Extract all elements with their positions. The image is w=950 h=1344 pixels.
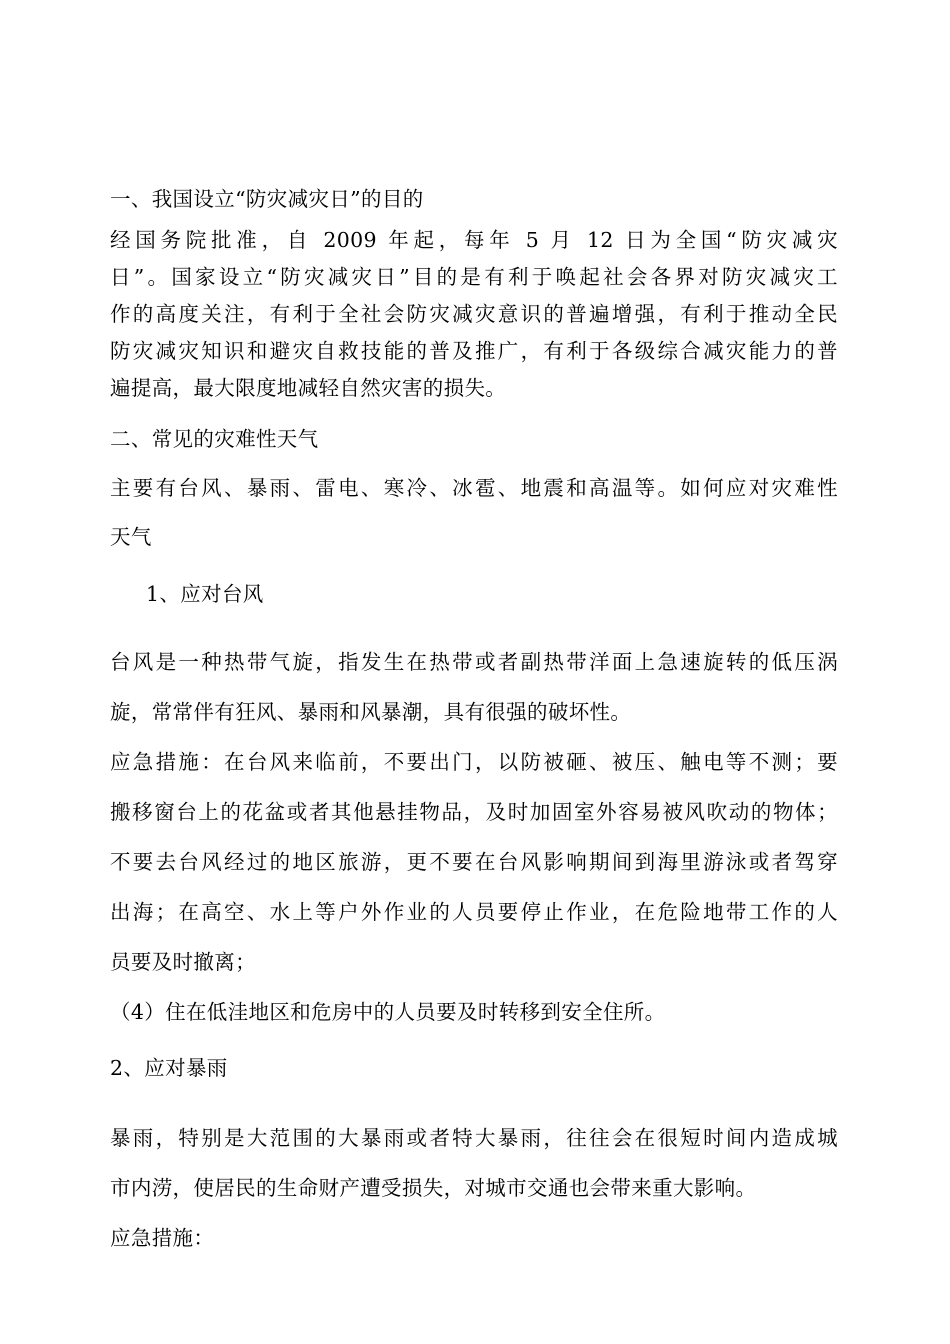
typhoon-measures-line-1: 应急措施：在台风来临前，不要出门，以防被砸、被压、触电等不测；要 [110,750,838,774]
typhoon-measures-line-4: 出海；在高空、水上等户外作业的人员要停止作业，在危险地带工作的人 [110,900,838,924]
subsection-2-heading: 2、应对暴雨 [110,1056,228,1080]
section-1-paragraph-line-5: 遍提高，最大限度地减轻自然灾害的损失。 [110,376,507,400]
typhoon-measures-line-3: 不要去台风经过的地区旅游，更不要在台风影响期间到海里游泳或者驾穿 [110,850,838,874]
rainstorm-paragraph-line-2: 市内涝，使居民的生命财产遭受损失，对城市交通也会带来重大影响。 [110,1176,757,1200]
section-2-paragraph-line-2: 天气 [110,525,152,549]
rainstorm-paragraph-line-1: 暴雨，特别是大范围的大暴雨或者特大暴雨，往往会在很短时间内造成城 [110,1126,838,1150]
section-1-paragraph-line-2: 日”。国家设立“防灾减灾日”目的是有利于唤起社会各界对防灾减灾工 [110,265,838,289]
section-1-paragraph-line-3: 作的高度关注，有利于全社会防灾减灾意识的普遍增强，有利于推动全民 [110,302,838,326]
typhoon-paragraph-line-1: 台风是一种热带气旋，指发生在热带或者副热带洋面上急速旋转的低压涡 [110,650,838,674]
section-1-paragraph-line-4: 防灾减灾知识和避灾自救技能的普及推广，有利于各级综合减灾能力的普 [110,339,838,363]
typhoon-measures-line-5: 员要及时撤离； [110,950,256,974]
subsection-1-heading: 1、应对台风 [146,582,264,606]
typhoon-measures-item-4: （4）住在低洼地区和危房中的人员要及时转移到安全住所。 [110,1000,666,1024]
typhoon-paragraph-line-2: 旋，常常伴有狂风、暴雨和风暴潮，具有很强的破坏性。 [110,700,632,724]
section-2-heading: 二、常见的灾难性天气 [110,427,319,451]
section-1-heading: 一、我国设立“防灾减灾日”的目的 [110,187,424,211]
typhoon-measures-line-2: 搬移窗台上的花盆或者其他悬挂物品，及时加固室外容易被风吹动的物体； [110,800,838,824]
section-1-paragraph-line-1: 经国务院批准，自 2009 年起，每年 5 月 12 日为全国“防灾减灾 [110,228,838,252]
section-2-paragraph-line-1: 主要有台风、暴雨、雷电、寒冷、冰雹、地震和高温等。如何应对灾难性 [110,476,838,500]
rainstorm-measures-label: 应急措施： [110,1226,215,1250]
